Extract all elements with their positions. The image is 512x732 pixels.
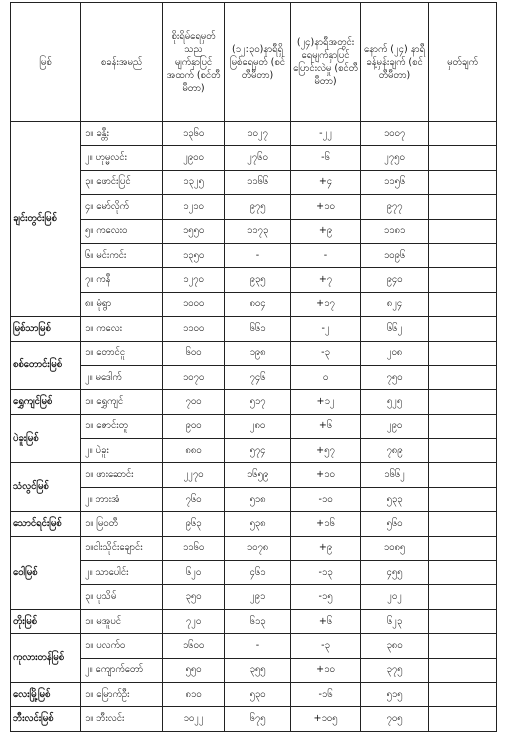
remarks-cell (429, 707, 497, 731)
danger-level-cell: ၁၆၀၀ (163, 634, 225, 658)
station-name: ၂။ သာပေါင်း (81, 561, 163, 585)
current-level-cell: ၂၈၀ (225, 414, 291, 438)
change-cell: +၉ (291, 536, 361, 560)
remarks-cell (429, 146, 497, 170)
change-cell: +၁၂ (291, 390, 361, 414)
forecast-cell: ၁၀၉၆ (361, 243, 429, 267)
table-row (11, 634, 497, 658)
change-cell: +၇ (291, 268, 361, 292)
station-name: ၈။ မုံရွာ (81, 292, 163, 316)
remarks-cell (429, 414, 497, 438)
current-level-cell: ၉၃၅ (225, 268, 291, 292)
station-name: ၃။ ဖောင်းပြင် (81, 170, 163, 194)
current-level-cell: ၁၀၇၈ (225, 536, 291, 560)
current-level-cell: ၂၇၆၀ (225, 146, 291, 170)
remarks-cell (429, 658, 497, 682)
forecast-cell: ၇၅၀ (361, 365, 429, 389)
table-row (11, 122, 497, 146)
forecast-cell: ၁၁၈၁ (361, 219, 429, 243)
forecast-cell: ၆၂၃ (361, 609, 429, 633)
table-row (11, 682, 497, 706)
forecast-cell: ၈၂၄ (361, 292, 429, 316)
table-row (11, 609, 497, 633)
forecast-cell: ၆၆၂ (361, 317, 429, 341)
danger-level-cell: ၁၀၇၀ (163, 365, 225, 389)
change-cell: +၁၀ (291, 463, 361, 487)
current-level-cell: ၃၅၅ (225, 658, 291, 682)
table-row (11, 268, 497, 292)
forecast-cell: ၂၇၅၀ (361, 146, 429, 170)
river-name: လေးမြို့မြစ် (11, 682, 81, 706)
current-level-cell: ၁၁၆၆ (225, 170, 291, 194)
danger-level-cell: ၁၁၀၀ (163, 317, 225, 341)
remarks-cell (429, 390, 497, 414)
station-name: ၁။ ရွှေကျင် (81, 390, 163, 414)
remarks-cell (429, 561, 497, 585)
table-row (11, 512, 497, 536)
station-name: ၁။ ဇောင်းတူ (81, 414, 163, 438)
current-level-cell: ၁၆၅၉ (225, 463, 291, 487)
table-row (11, 658, 497, 682)
station-name: ၄။ မော်လိုက် (81, 195, 163, 219)
river-name: ဘီးလင်းမြစ် (11, 707, 81, 731)
river-name: သံလွင်မြစ် (11, 463, 81, 512)
col-header-danger-level: စိုးရိမ်ရေမှတ် သည မျက်နှာပြင် အထက် (စင်တီမီတာ) (163, 3, 225, 122)
change-cell: -၆ (291, 146, 361, 170)
change-cell: +၁၆ (291, 512, 361, 536)
danger-level-cell: ၈၈၀ (163, 439, 225, 463)
change-cell: +၄ (291, 170, 361, 194)
change-cell: +၁၀ (291, 658, 361, 682)
danger-level-cell: ၁၃၅၀ (163, 243, 225, 267)
current-level-cell: - (225, 243, 291, 267)
forecast-cell: ၉၄၀ (361, 268, 429, 292)
danger-level-cell: ၁၃၆၀ (163, 122, 225, 146)
river-name: စစ်တောင်းမြစ် (11, 341, 81, 390)
change-cell: +၁၀ (291, 195, 361, 219)
table-body (11, 122, 497, 732)
remarks-cell (429, 292, 497, 316)
danger-level-cell: ၉၆၃ (163, 512, 225, 536)
current-level-cell: ၈၀၄ (225, 292, 291, 316)
station-name: ၁။ ကလေး (81, 317, 163, 341)
table-row (11, 170, 497, 194)
station-name: ၁။ မြောက်ဦး (81, 682, 163, 706)
danger-level-cell: ၆၀၀ (163, 341, 225, 365)
forecast-cell: ၇၀၅ (361, 707, 429, 731)
remarks-cell (429, 609, 497, 633)
forecast-cell: ၂၀၈ (361, 341, 429, 365)
change-cell: -၁၆ (291, 682, 361, 706)
current-level-cell: ၅၇၄ (225, 439, 291, 463)
current-level-cell: ၁၉၈ (225, 341, 291, 365)
current-level-cell: ၇၄၆ (225, 365, 291, 389)
forecast-cell: ၅၃၃ (361, 487, 429, 511)
danger-level-cell: ၁၃၂၅ (163, 170, 225, 194)
remarks-cell (429, 536, 497, 560)
change-cell: -၂၂ (291, 122, 361, 146)
river-name: ဝေါမြစ် (11, 536, 81, 609)
danger-level-cell: ၇၂၀ (163, 609, 225, 633)
danger-level-cell: ၁၀၀၀ (163, 292, 225, 316)
table-row (11, 536, 497, 560)
remarks-cell (429, 585, 497, 609)
river-name: မြစ်သာမြစ် (11, 317, 81, 341)
table-row (11, 390, 497, 414)
header-row (11, 3, 497, 122)
forecast-cell: ၂၀၂ (361, 585, 429, 609)
river-name: ရွှေကျင်မြစ် (11, 390, 81, 414)
table-row (11, 414, 497, 438)
current-level-cell: ၆၇၅ (225, 707, 291, 731)
forecast-cell: ၃၈၀ (361, 634, 429, 658)
danger-level-cell: ၇၀၀ (163, 390, 225, 414)
forecast-cell: ၁၀၀၇ (361, 122, 429, 146)
danger-level-cell: ၂၉၀၀ (163, 146, 225, 170)
table-row (11, 146, 497, 170)
current-level-cell: ၅၁၈ (225, 487, 291, 511)
station-name: ၁။ တောင်ငူ (81, 341, 163, 365)
table-row (11, 487, 497, 511)
danger-level-cell: ၁၀၂၂ (163, 707, 225, 731)
forecast-cell: ၉၇၇ (361, 195, 429, 219)
change-cell: +၅၇ (291, 439, 361, 463)
table-row (11, 365, 497, 389)
document-page (10, 2, 497, 732)
forecast-cell: ၁၁၅၆ (361, 170, 429, 194)
remarks-cell (429, 682, 497, 706)
current-level-cell: ၆၁၃ (225, 609, 291, 633)
remarks-cell (429, 219, 497, 243)
change-cell: +၆ (291, 414, 361, 438)
col-header-change: (၂၄)နာရီအတွင်း ရေမျက်နှာပြင် ပြောင်းလဲမှု (စင်တီမီတာ) (291, 3, 361, 122)
station-name: ၁။ ဘီးလင်း (81, 707, 163, 731)
station-name: ၇။ ကနီ (81, 268, 163, 292)
col-header-forecast: နောက် (၂၄) နာရီ ခန့်မှန်းချက် (စင်တီမီတာ) (361, 3, 429, 122)
danger-level-cell: ၁၁၆၀ (163, 536, 225, 560)
remarks-cell (429, 195, 497, 219)
remarks-cell (429, 634, 497, 658)
remarks-cell (429, 512, 497, 536)
remarks-cell (429, 317, 497, 341)
danger-level-cell: ၈၁၀ (163, 682, 225, 706)
station-name: ၁။ငါးသိုင်းချောင်း (81, 536, 163, 560)
danger-level-cell: ၅၅၀ (163, 658, 225, 682)
forecast-cell: ၂၉၀ (361, 414, 429, 438)
remarks-cell (429, 487, 497, 511)
current-level-cell: ၅၁၇ (225, 390, 291, 414)
forecast-cell: ၄၅၅ (361, 561, 429, 585)
station-name: ၅။ ကလေးဝ (81, 219, 163, 243)
forecast-cell: ၁၀၈၅ (361, 536, 429, 560)
danger-level-cell: ၂၂၇၀ (163, 463, 225, 487)
change-cell: -၁၃ (291, 561, 361, 585)
river-level-table (10, 2, 497, 732)
station-name: ၁။ မအူပင် (81, 609, 163, 633)
change-cell: -၁၀ (291, 487, 361, 511)
river-name: သောင်ရင်းမြစ် (11, 512, 81, 536)
station-name: ၂။ ဘားအံ (81, 487, 163, 511)
forecast-cell: ၅၂၅ (361, 390, 429, 414)
danger-level-cell: ၉၀၀ (163, 414, 225, 438)
danger-level-cell: ၁၂၇၀ (163, 268, 225, 292)
danger-level-cell: ၇၆၀ (163, 487, 225, 511)
table-row (11, 195, 497, 219)
table-row (11, 219, 497, 243)
current-level-cell: ၄၆၁ (225, 561, 291, 585)
current-level-cell: ၁၁၇၃ (225, 219, 291, 243)
station-name: ၁။ မြဝတီ (81, 512, 163, 536)
danger-level-cell: ၁၂၁၀ (163, 195, 225, 219)
forecast-cell: ၇၈၉ (361, 439, 429, 463)
danger-level-cell: ၆၂၀ (163, 561, 225, 585)
col-header-remarks: မှတ်ချက် (429, 3, 497, 122)
table-row (11, 463, 497, 487)
forecast-cell: ၅၆၀ (361, 512, 429, 536)
station-name: ၆။ မင်းကင်း (81, 243, 163, 267)
current-level-cell: ၂၉၁ (225, 585, 291, 609)
change-cell: +၉ (291, 219, 361, 243)
col-header-river: မြစ် (11, 3, 81, 122)
current-level-cell: ၅၃၀ (225, 682, 291, 706)
change-cell: ၀ (291, 365, 361, 389)
current-level-cell: ၆၆၁ (225, 317, 291, 341)
river-name: ကုလားတန်မြစ် (11, 634, 81, 683)
station-name: ၂။ မဒေါက် (81, 365, 163, 389)
river-name: ချင်းတွင်းမြစ် (11, 122, 81, 317)
station-name: ၂။ ပဲခူး (81, 439, 163, 463)
current-level-cell: - (225, 634, 291, 658)
danger-level-cell: ၁၅၅၀ (163, 219, 225, 243)
change-cell: +၁၇ (291, 292, 361, 316)
forecast-cell: ၁၆၆၂ (361, 463, 429, 487)
forecast-cell: ၃၇၅ (361, 658, 429, 682)
change-cell: - (291, 243, 361, 267)
forecast-cell: ၅၁၅ (361, 682, 429, 706)
current-level-cell: ၉၇၅ (225, 195, 291, 219)
table-row (11, 292, 497, 316)
change-cell: -၃ (291, 634, 361, 658)
remarks-cell (429, 439, 497, 463)
change-cell: -၃ (291, 341, 361, 365)
table-row (11, 317, 497, 341)
change-cell: +၁၀၅ (291, 707, 361, 731)
remarks-cell (429, 463, 497, 487)
current-level-cell: ၅၃၈ (225, 512, 291, 536)
col-header-current-level: (၁၂:၃၀)နာရီရှိ မြစ်ရေမှတ် (စင်တီမီတာ) (225, 3, 291, 122)
station-name: ၁။ ဖားဆောင်း (81, 463, 163, 487)
remarks-cell (429, 268, 497, 292)
remarks-cell (429, 122, 497, 146)
table-row (11, 439, 497, 463)
station-name: ၁။ ပလက်ဝ (81, 634, 163, 658)
table-row (11, 707, 497, 731)
danger-level-cell: ၃၅၀ (163, 585, 225, 609)
station-name: ၂။ ဟုမ္မလင်း (81, 146, 163, 170)
table-row (11, 341, 497, 365)
current-level-cell: ၁၀၂၇ (225, 122, 291, 146)
change-cell: -၁၅ (291, 585, 361, 609)
remarks-cell (429, 341, 497, 365)
river-name: ပဲခူးမြစ် (11, 414, 81, 463)
remarks-cell (429, 365, 497, 389)
col-header-station: စခန်းအမည် (81, 3, 163, 122)
remarks-cell (429, 170, 497, 194)
station-name: ၁။ ခန္တီး (81, 122, 163, 146)
station-name: ၃။ ပုသိမ် (81, 585, 163, 609)
table-row (11, 561, 497, 585)
river-name: တိုးမြစ် (11, 609, 81, 633)
change-cell: +၆ (291, 609, 361, 633)
table-row (11, 243, 497, 267)
change-cell: -၂ (291, 317, 361, 341)
remarks-cell (429, 243, 497, 267)
table-row (11, 585, 497, 609)
station-name: ၂။ ကျောက်တော် (81, 658, 163, 682)
